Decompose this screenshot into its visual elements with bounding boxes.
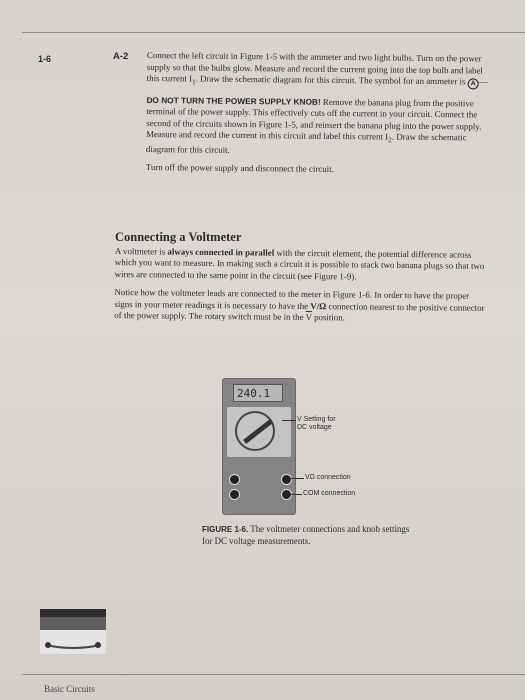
instructions bbox=[146, 50, 489, 184]
paragraph-1: Connect the left circuit in Figure 1-5 with the ammeter and two light bulbs. Turn on the power supply so that the bulbs glow. Measure and record the current going into the top bulb and label this current $I_1$. Draw the schematic diagram for this circuit. The symbol for an ammeter is A — bbox=[147, 50, 489, 91]
section-paragraph-1: A voltmeter is always connected in parallel with the circuit element, the potential difference across which you want to measure. In making such a circuit it is possible to stack two banana plugs so that two wires are connected to the same point in the circuit (see Figure 1-9). bbox=[114, 246, 485, 282]
label-vohm-connection: VΩ connection bbox=[305, 474, 351, 481]
meter-display: 240.1 bbox=[233, 384, 283, 402]
leader-line bbox=[290, 478, 304, 479]
label-com-connection: COM connection bbox=[303, 490, 356, 497]
leader-line bbox=[282, 420, 296, 421]
section-heading: Connecting a Voltmeter bbox=[115, 230, 242, 244]
jack-vohm-icon bbox=[281, 474, 292, 485]
leader-line bbox=[290, 494, 302, 495]
paragraph-3: Turn off the power supply and disconnect the circuit. bbox=[145, 162, 334, 175]
footer-title: Basic Circuits bbox=[44, 684, 95, 694]
figure-caption: FIGURE 1-6. The voltmeter connections and knob settings for DC voltage measurements. bbox=[202, 524, 410, 546]
section-paragraph-2: Notice how the voltmeter leads are connected to the meter in Figure 1-6. In order to have the proper signs in your meter readings it is necessary to have the V/Ω connection nearest to the positive connector of the power supply. The rotary switch must be in the $\overline{V}$ position. bbox=[114, 287, 485, 323]
multimeter-figure bbox=[222, 378, 296, 515]
step-label: A-2 bbox=[113, 51, 129, 62]
thumbnail-image bbox=[40, 609, 106, 659]
label-v-setting: V Setting for DC voltage bbox=[297, 416, 336, 431]
jack-a-icon bbox=[229, 474, 240, 485]
jack-ma-icon bbox=[229, 489, 240, 500]
top-rule bbox=[22, 32, 525, 33]
voltmeter-section bbox=[114, 246, 490, 332]
dial-panel bbox=[227, 407, 291, 457]
bottom-rule bbox=[22, 674, 525, 675]
page-number: 1-6 bbox=[38, 54, 52, 64]
paragraph-2: DO NOT TURN THE POWER SUPPLY KNOB! Remove the banana plug from the positive terminal of the power supply. This effectively cuts off the current in your circuit. Connect the second of the circuits shown in Figure 1-5, and reinsert the banana plug into the power supply. Measure and record the current in this circuit and label this current $I_2$. Draw the schematic diagram for this circuit. bbox=[145, 94, 482, 155]
ammeter-symbol-icon: A bbox=[468, 79, 479, 90]
